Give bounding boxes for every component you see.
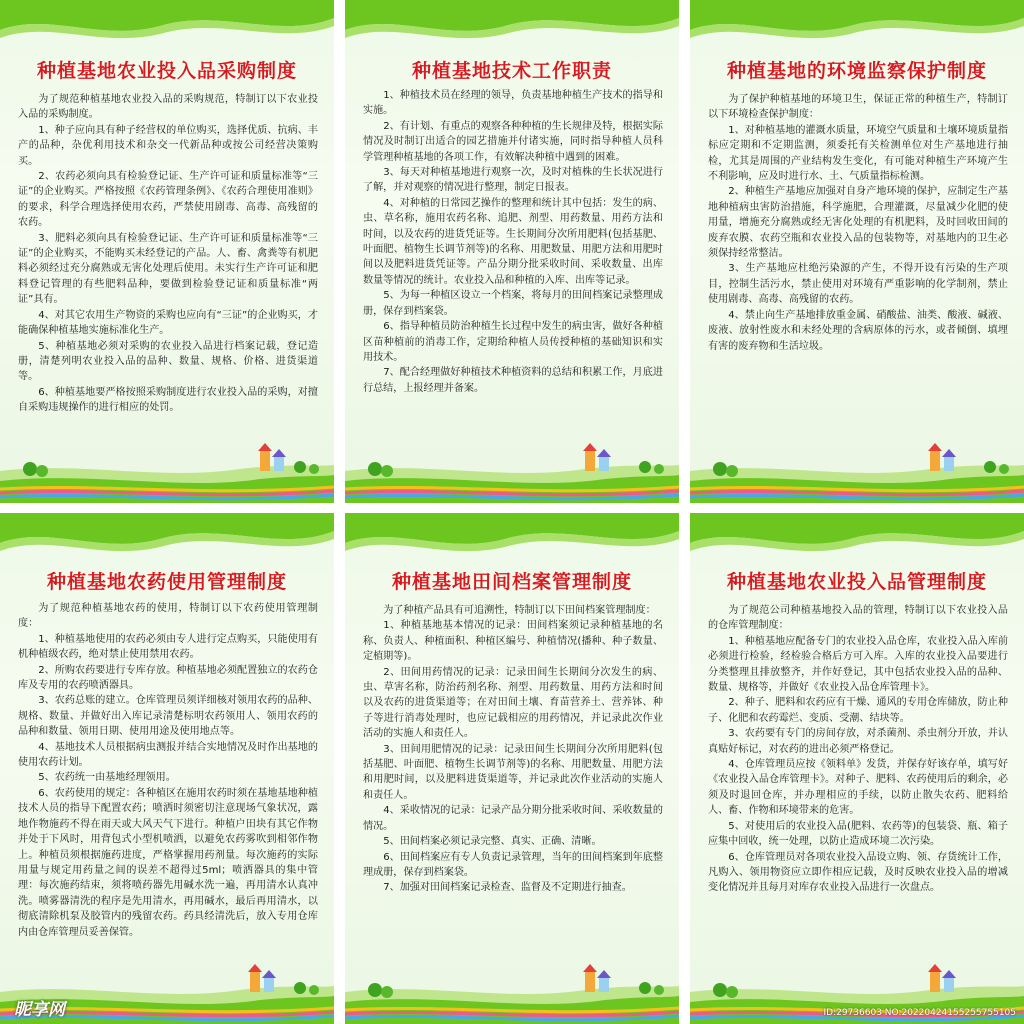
paragraph: 7、配合经理做好种植技术种植资料的总结和积累工作，月底进行总结，上报经理并备案。 — [363, 367, 663, 394]
paragraph: 为了种植产品具有可追溯性，特制订以下田间档案管理制度： — [383, 605, 656, 616]
document-body — [708, 603, 1008, 896]
paragraph: 3、农药总账的建立。仓库管理员须详细核对领用农药的品种、规格、数量、并做好出入库记录清楚标明农药领用人、领用农药的品种和数量、领用日期、使用用途及使用地点等。 — [18, 695, 318, 738]
document-body — [363, 88, 663, 396]
paragraph: 5、为每一种植区设立一个档案，将每月的田间档案记录整理成册，保存到档案袋。 — [363, 290, 663, 317]
paragraph: 6、仓库管理员对各项农业投入品设立购、领、存货统计工作，凡购入、领用物资应立即作相应记载，及时反映农业投入品的增减变化情况并且每月对库存农业投入品进行一次盘点。 — [708, 851, 1008, 894]
panel-environment-protection — [690, 0, 1024, 503]
page-title: 种植基地的环境监察保护制度 — [726, 60, 987, 82]
paragraph: 3、农药要有专门的房间存放，对杀菌剂、杀虫剂分开放，并认真贴好标记，对农药的进出必须严格登记。 — [708, 728, 1008, 755]
paragraph: 4、基地技术人员根据病虫测报并结合实地情况及时作出基地的使用农药计划。 — [18, 741, 318, 769]
document-body — [18, 92, 318, 416]
top-wave-decoration — [690, 0, 1024, 50]
page-title: 种植基地农业投入品管理制度 — [726, 571, 987, 593]
paragraph: 3、生产基地应杜绝污染源的产生，不得开设有污染的生产项目，控制生活污水，禁止使用对环境有严重影响的化学制剂，禁止使用剧毒、高毒、高残留的农药。 — [708, 263, 1008, 306]
paragraph: 2、田间用药情况的记录：记录田间生长期间分次发生的病、虫、草害名称，防治药剂名称、剂型、用药数量、用药方法和时间以及农药的进货渠道等；在对田间土壤、育苗营养土、营养钵、种子等进行消毒处理时，也应记载相应的用药情况，并记录此次作业活动的实施人和责任人。 — [363, 666, 663, 740]
paragraph: 为了规范种植基地农业投入品的采购规范，特制订以下农业投入品的采购制度。 — [18, 94, 318, 121]
paragraph: 3、每天对种植基地进行观察一次，及时对植株的生长状况进行了解，并对观察的情况进行整理，制定日报表。 — [363, 167, 663, 194]
paragraph: 为了规范公司种植基地投入品的管理，特制订以下农业投入品的仓库管理制度： — [708, 605, 1008, 632]
bottom-landscape-decoration — [0, 441, 334, 503]
paragraph: 6、田间档案应有专人负责记录管理，当年的田间档案到年底整理成册，保存到档案袋。 — [363, 851, 663, 878]
panel-purchase-system — [0, 0, 334, 503]
paragraph: 为了规范种植基地农药的使用，特制订以下农药使用管理制度： — [18, 603, 318, 630]
bottom-landscape-decoration — [345, 441, 679, 503]
page-title: 种植基地田间档案管理制度 — [391, 571, 632, 593]
top-wave-decoration — [0, 513, 334, 563]
top-wave-decoration — [690, 513, 1024, 563]
page-title: 种植基地农业投入品采购制度 — [36, 60, 297, 82]
paragraph: 1、种植技术员在经理的领导，负责基地种植生产技术的指导和实施。 — [363, 90, 663, 117]
paragraph: 2、所购农药要进行专库存放。种植基地必须配置独立的农药仓库及专用的农药喷洒器具。 — [18, 664, 318, 692]
paragraph: 1、种植基地使用的农药必须由专人进行定点购买，只能使用有机种植级农药，绝对禁止使用禁用农药。 — [18, 633, 318, 661]
page-title: 种植基地农药使用管理制度 — [46, 571, 287, 593]
paragraph: 2、农药必须向具有检验登记证、生产许可证和质量标准等“三证”的企业购买。严格按照《农药管理条例》、《农药合理使用准则》的要求，科学合理选择使用农药，严禁使用剧毒、高毒、高残留的农药。 — [18, 171, 318, 229]
panel-field-records — [345, 513, 679, 1024]
paragraph: 4、仓库管理员应按《领料单》发货，并保存好该存单，填写好《农业投入品仓库管理卡》。对种子、肥料、农药使用后的剩余，必须及时退回仓库，并办理相应的手续，以防止散失农药、肥料给人、畜、作物和环境带来的危害。 — [708, 759, 1008, 817]
paragraph: 1、种植基地应配备专门的农业投入品仓库，农业投入品入库前必须进行检验，经检验合格后方可入库。入库的农业投入品要进行分类整理且排放整齐，并作好登记，其中包括农业投入品的品种、数量、规格等，并做好《农业投入品仓库管理卡》。 — [708, 635, 1008, 694]
document-body — [18, 601, 318, 940]
paragraph: 1、对种植基地的灌溉水质量，环境空气质量和土壤环境质量指标应定期和不定期监测，须委托有关检测单位对生产基地进行抽检，尤其是周围的产业结构发生变化，有可能对种植生产环境产生不利影响，应及时进行水、土、气质量指标检测。 — [708, 124, 1008, 183]
paragraph: 3、田间用肥情况的记录：记录田间生长期间分次所用肥料(包括基肥、叶面肥、植物生长调节剂等)的名称、用肥数量、用肥方法和用肥时间，以及肥料进货渠道等，并记录此次作业活动的实施人和责任人。 — [363, 743, 663, 801]
panel-technical-duties — [345, 0, 679, 503]
paragraph: 3、肥料必须向具有检验登记证、生产许可证和质量标准等“三证”的企业购买，不能购买未经登记的产品。人、畜、禽粪等有机肥料必须经过充分腐熟或无害化处理后使用。未实行生产许可证和肥料登记管理的有些肥料品种，要做到检验登记证和质量标准“两证”具有。 — [18, 232, 318, 306]
paragraph: 4、对其它农用生产物资的采购也应向有“三证”的企业购买，才能确保种植基地实施标准化生产。 — [18, 309, 318, 337]
paragraph: 6、农药使用的规定：各种植区在施用农药时须在基地基地种植技术人员的指导下配置农药；喷洒时须密切注意现场气象状况，露地作物施药不得在雨天或大风天气下进行。种植户田块有其它作物并处于下风时，用背包式小型机喷洒，以避免农药雾吹到相邻作物上。种植员须根据施药进度，严格掌握用药剂量。每次施药的实际用量与规定用药量之间的误差不超得过5ml；喷洒器具的集中管理：每次施药结束，须将喷药器先用碱水洗一遍，再用清水认真冲洗。喷雾器清洗的程序是先用清水，再用碱水，最后再用清水，以彻底清除机泵及胶管内的残留农药。药具经清洗后，放入专用仓库内由仓库管理员妥善保管。 — [18, 787, 318, 938]
paragraph: 2、有计划、有重点的观察各种种植的生长规律及特，根据实际情况及时制订出适合的园艺措施并付诸实施，同时指导种植人员科学管理种植基地的各项工作，有效解决种植中遇到的困难。 — [363, 120, 663, 163]
paragraph: 6、指导种植员防治种植生长过程中发生的病虫害，做好各种植区苗种植前的消毒工作，定期给种植人员传授种植的基础知识和实用技术。 — [363, 321, 663, 363]
paragraph: 4、采收情况的记录：记录产品分期分批采收时间、采收数量的情况。 — [363, 805, 663, 832]
document-body — [708, 92, 1008, 354]
top-wave-decoration — [0, 0, 334, 50]
paragraph: 5、对使用后的农业投入品(肥料、农药等)的包装袋、瓶、箱子应集中回收，统一处理，以防止造成环境二次污染。 — [708, 820, 1008, 848]
document-body — [363, 603, 663, 896]
paragraph: 4、禁止向生产基地排放重金属、硝酸盐、油类、酸液、碱液、废液、放射性废水和未经处理的含病原体的污水，或者倾倒、填埋有害的废弃物和生活垃圾。 — [708, 309, 1008, 352]
paragraph: 2、种植生产基地应加强对自身产地环境的保护，应制定生产基地种植病虫害防治措施，科学施肥，合理灌溉，尽量减少化肥的使用量，增施充分腐熟或经无害化处理的有机肥料，及时回收田间的废弃农膜、农药空瓶和农业投入品的包装物等，对基地内的卫生必须保持经常整洁。 — [708, 186, 1008, 260]
paragraph: 6、种植基地要严格按照采购制度进行农业投入品的采购，对擅自采购违规操作的进行相应的处罚。 — [18, 386, 318, 414]
top-wave-decoration — [345, 0, 679, 50]
page-title: 种植基地技术工作职责 — [411, 60, 612, 82]
bottom-landscape-decoration — [690, 441, 1024, 503]
paragraph: 1、种植基地基本情况的记录：田间档案须记录种植基地的名称、负责人、种植面积、种植区编号、种植情况(播种、种子数量、定植期等)。 — [363, 620, 663, 663]
paragraph: 5、种植基地必须对采购的农业投入品进行档案记载，登记造册，清楚列明农业投入品的品种、数量、规格、价格、进货渠道等。 — [18, 340, 318, 383]
paragraph: 为了保护种植基地的环境卫生，保证正常的种植生产，特制订以下环境检查保护制度： — [708, 94, 1008, 121]
watermark-site: 昵享网 — [14, 1000, 65, 1020]
top-wave-decoration — [345, 513, 679, 563]
panel-input-management — [690, 513, 1024, 1024]
paragraph: 4、对种植的日常园艺操作的整理和统计其中包括：发生的病、虫、草名称，施用农药名称、追肥、剂型、用药数量、用药方法和时间，以及农药的进货凭证等。生长期间分次所用肥料(包括基肥、叶面肥、植物生长调节剂等)的名称、用肥数量、用肥方法和用肥时间以及肥料进货凭证等。产品分期分批采收时间、采收数量、出库数量等情况的统计。农业投入品和种植的入库、出库等记录。 — [363, 197, 663, 286]
paragraph: 1、种子应向具有种子经营权的单位购买，选择优质、抗病、丰产的品种，杂优利用技术和杂交一代新品种或按公司经营决策购买。 — [18, 124, 318, 167]
bottom-landscape-decoration — [345, 962, 679, 1024]
paragraph: 7、加强对田间档案记录检查、监督及不定期进行抽查。 — [383, 882, 632, 894]
panel-pesticide-use — [0, 513, 334, 1024]
watermark-id: ID:29736603 NO:20220424155255755105 — [823, 1008, 1016, 1018]
paragraph: 5、农药统一由基地经理领用。 — [38, 772, 176, 784]
paragraph: 5、田间档案必须记录完整、真实、正确、清晰。 — [383, 836, 602, 848]
paragraph: 2、种子、肥料和农药应有干燥、通风的专用仓库储放，防止种子、化肥和农药霉烂、变质、受潮、结块等。 — [708, 697, 1008, 724]
